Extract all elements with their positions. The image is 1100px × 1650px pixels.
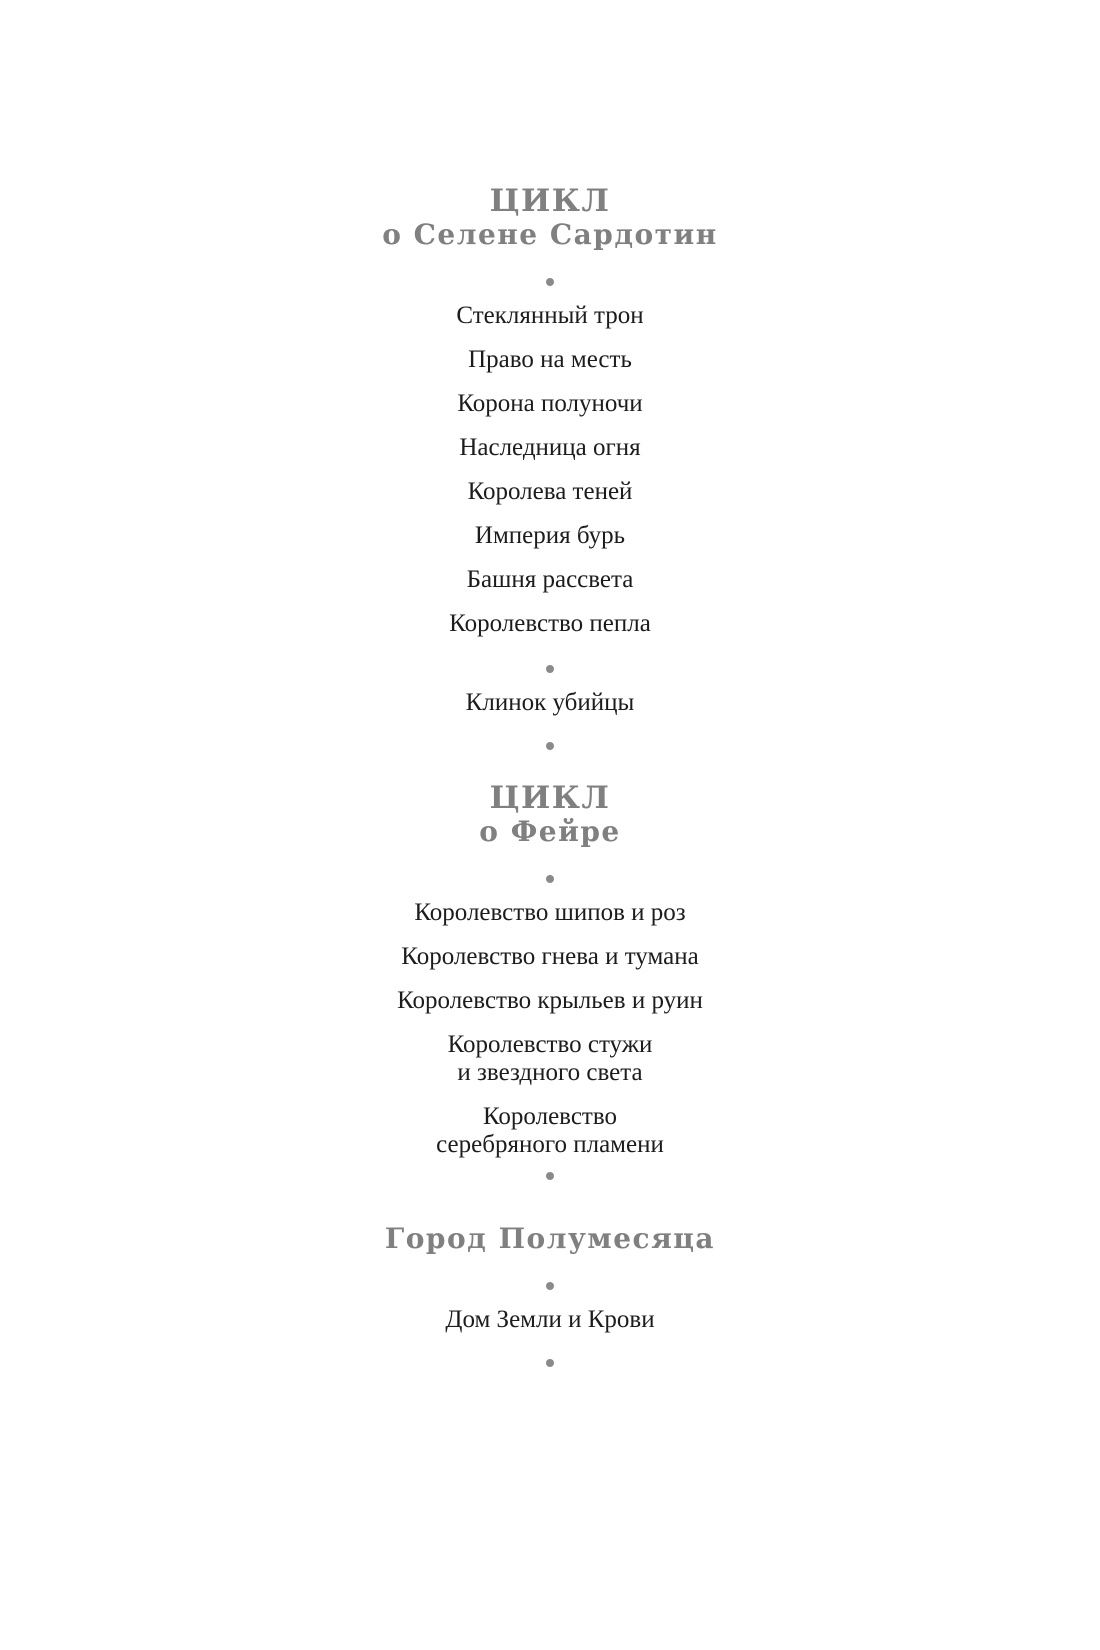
book-title: Клинок убийцы bbox=[465, 689, 635, 716]
section-1-subheading: о Селене Сардотин bbox=[382, 218, 718, 251]
book-title-line-1: Королевство bbox=[483, 1103, 617, 1130]
section-2-heading: ЦИКЛ bbox=[489, 780, 611, 816]
separator-dot bbox=[546, 1282, 554, 1290]
separator-dot bbox=[546, 278, 554, 286]
section-2-subheading: о Фейре bbox=[479, 815, 621, 848]
section-1-heading: ЦИКЛ bbox=[489, 183, 611, 219]
separator-dot bbox=[546, 1359, 554, 1367]
separator-dot bbox=[546, 875, 554, 883]
separator-dot bbox=[546, 1172, 554, 1180]
book-title: Право на месть bbox=[468, 346, 632, 373]
book-title: Корона полуночи bbox=[457, 390, 643, 417]
book-title: Королевство крыльев и руин bbox=[397, 987, 703, 1014]
book-title: Империя бурь bbox=[474, 522, 626, 549]
section-3-heading: Город Полумесяца bbox=[384, 1222, 716, 1255]
book-title-line-1: Королевство стужи bbox=[447, 1031, 653, 1058]
book-title: Башня рассвета bbox=[466, 566, 634, 593]
book-title: Королевство пепла bbox=[449, 610, 651, 637]
book-title: Стеклянный трон bbox=[456, 302, 644, 329]
book-title-line-2: серебряного пламени bbox=[436, 1131, 664, 1158]
book-title: Дом Земли и Крови bbox=[445, 1306, 655, 1333]
separator-dot bbox=[546, 665, 554, 673]
separator-dot bbox=[546, 742, 554, 750]
book-title: Королевство шипов и роз bbox=[414, 899, 686, 926]
book-title: Королевство гнева и тумана bbox=[401, 943, 699, 970]
book-title: Королева теней bbox=[467, 478, 633, 505]
book-title: Наследница огня bbox=[459, 434, 641, 461]
book-title-line-2: и звездного света bbox=[457, 1059, 643, 1086]
